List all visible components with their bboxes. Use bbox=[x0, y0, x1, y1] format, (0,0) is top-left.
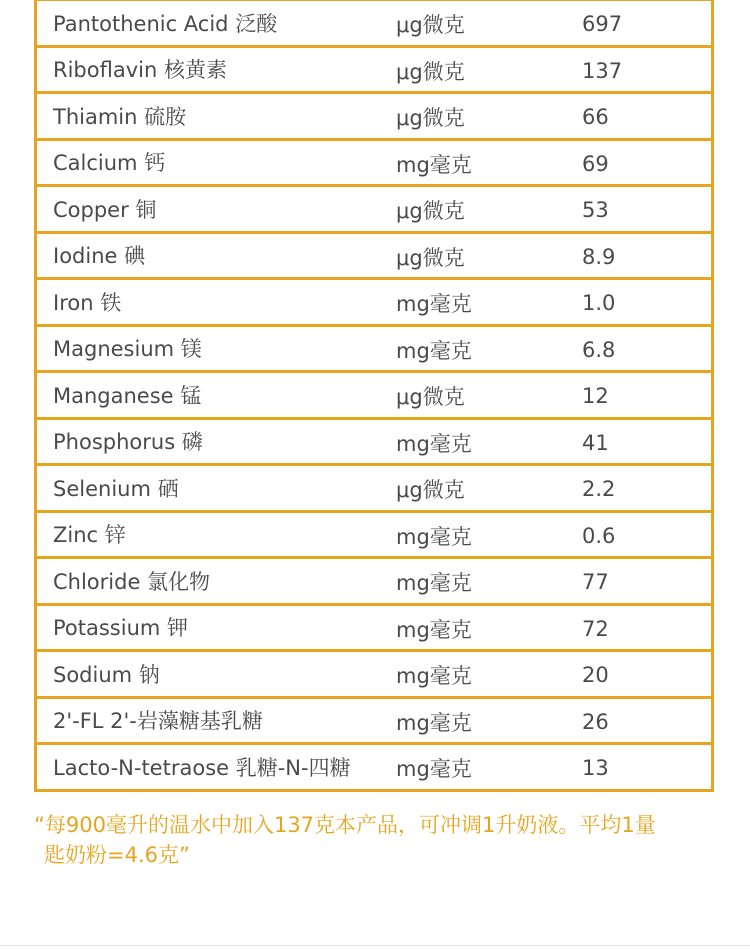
table-row bbox=[36, 465, 713, 512]
nutrient-unit: mg毫克 bbox=[396, 325, 582, 372]
divider bbox=[0, 945, 750, 946]
table-row bbox=[36, 279, 713, 326]
table-row bbox=[36, 186, 713, 233]
nutrient-name: Sodium 钠 bbox=[36, 651, 397, 698]
nutrient-name: Magnesium 镁 bbox=[36, 325, 397, 372]
nutrient-value: 53 bbox=[582, 186, 713, 233]
nutrient-value: 0.6 bbox=[582, 511, 713, 558]
nutrient-value: 2.2 bbox=[582, 465, 713, 512]
nutrient-name: Riboflavin 核黄素 bbox=[36, 46, 397, 93]
table-row bbox=[36, 325, 713, 372]
table-row bbox=[36, 558, 713, 605]
table-row bbox=[36, 139, 713, 186]
nutrient-unit: μg微克 bbox=[396, 372, 582, 419]
footnote-line: 匙奶粉=4.6克” bbox=[44, 843, 190, 867]
preparation-footnote bbox=[34, 810, 724, 870]
nutrient-value: 72 bbox=[582, 604, 713, 651]
table-row bbox=[36, 604, 713, 651]
nutrient-value: 20 bbox=[582, 651, 713, 698]
nutrient-value: 41 bbox=[582, 418, 713, 465]
nutrient-value: 66 bbox=[582, 93, 713, 140]
nutrient-unit: mg毫克 bbox=[396, 558, 582, 605]
nutrient-name: Chloride 氯化物 bbox=[36, 558, 397, 605]
nutrient-value: 8.9 bbox=[582, 232, 713, 279]
nutrient-value: 69 bbox=[582, 139, 713, 186]
table-row bbox=[36, 0, 713, 46]
nutrient-value: 1.0 bbox=[582, 279, 713, 326]
nutrient-name: Iodine 碘 bbox=[36, 232, 397, 279]
nutrient-value: 137 bbox=[582, 46, 713, 93]
table-row bbox=[36, 46, 713, 93]
nutrient-value: 77 bbox=[582, 558, 713, 605]
nutrient-unit: mg毫克 bbox=[396, 697, 582, 744]
nutrient-name: Zinc 锌 bbox=[36, 511, 397, 558]
table-row bbox=[36, 93, 713, 140]
nutrient-unit: μg微克 bbox=[396, 0, 582, 46]
nutrient-unit: μg微克 bbox=[396, 465, 582, 512]
nutrient-value: 697 bbox=[582, 0, 713, 46]
footnote-line: “每900毫升的温水中加入137克本产品，可冲调1升奶液。平均1量 bbox=[34, 813, 656, 837]
nutrient-name: Potassium 钾 bbox=[36, 604, 397, 651]
table-row bbox=[36, 697, 713, 744]
nutrient-name: Iron 铁 bbox=[36, 279, 397, 326]
table-row bbox=[36, 651, 713, 698]
nutrient-table-body bbox=[36, 0, 713, 790]
nutrient-unit: μg微克 bbox=[396, 186, 582, 233]
nutrient-unit: mg毫克 bbox=[396, 511, 582, 558]
nutrient-value: 12 bbox=[582, 372, 713, 419]
nutrient-name: Manganese 锰 bbox=[36, 372, 397, 419]
nutrient-value: 26 bbox=[582, 697, 713, 744]
nutrient-unit: mg毫克 bbox=[396, 651, 582, 698]
nutrient-name: 2'-FL 2'-岩藻糖基乳糖 bbox=[36, 697, 397, 744]
nutrient-unit: mg毫克 bbox=[396, 418, 582, 465]
nutrient-name: Thiamin 硫胺 bbox=[36, 93, 397, 140]
nutrient-name: Pantothenic Acid 泛酸 bbox=[36, 0, 397, 46]
nutrient-value: 6.8 bbox=[582, 325, 713, 372]
table-row bbox=[36, 511, 713, 558]
nutrient-table bbox=[34, 0, 714, 792]
nutrient-unit: μg微克 bbox=[396, 232, 582, 279]
nutrient-name: Lacto-N-tetraose 乳糖-N-四糖 bbox=[36, 744, 397, 791]
nutrient-unit: μg微克 bbox=[396, 93, 582, 140]
nutrient-value: 13 bbox=[582, 744, 713, 791]
table-row bbox=[36, 418, 713, 465]
nutrient-name: Phosphorus 磷 bbox=[36, 418, 397, 465]
nutrient-name: Calcium 钙 bbox=[36, 139, 397, 186]
table-row bbox=[36, 372, 713, 419]
nutrient-unit: mg毫克 bbox=[396, 744, 582, 791]
table-row bbox=[36, 744, 713, 791]
nutrient-name: Copper 铜 bbox=[36, 186, 397, 233]
nutrient-unit: mg毫克 bbox=[396, 139, 582, 186]
nutrient-unit: μg微克 bbox=[396, 46, 582, 93]
nutrient-name: Selenium 硒 bbox=[36, 465, 397, 512]
nutrient-unit: mg毫克 bbox=[396, 279, 582, 326]
nutrient-unit: mg毫克 bbox=[396, 604, 582, 651]
table-row bbox=[36, 232, 713, 279]
